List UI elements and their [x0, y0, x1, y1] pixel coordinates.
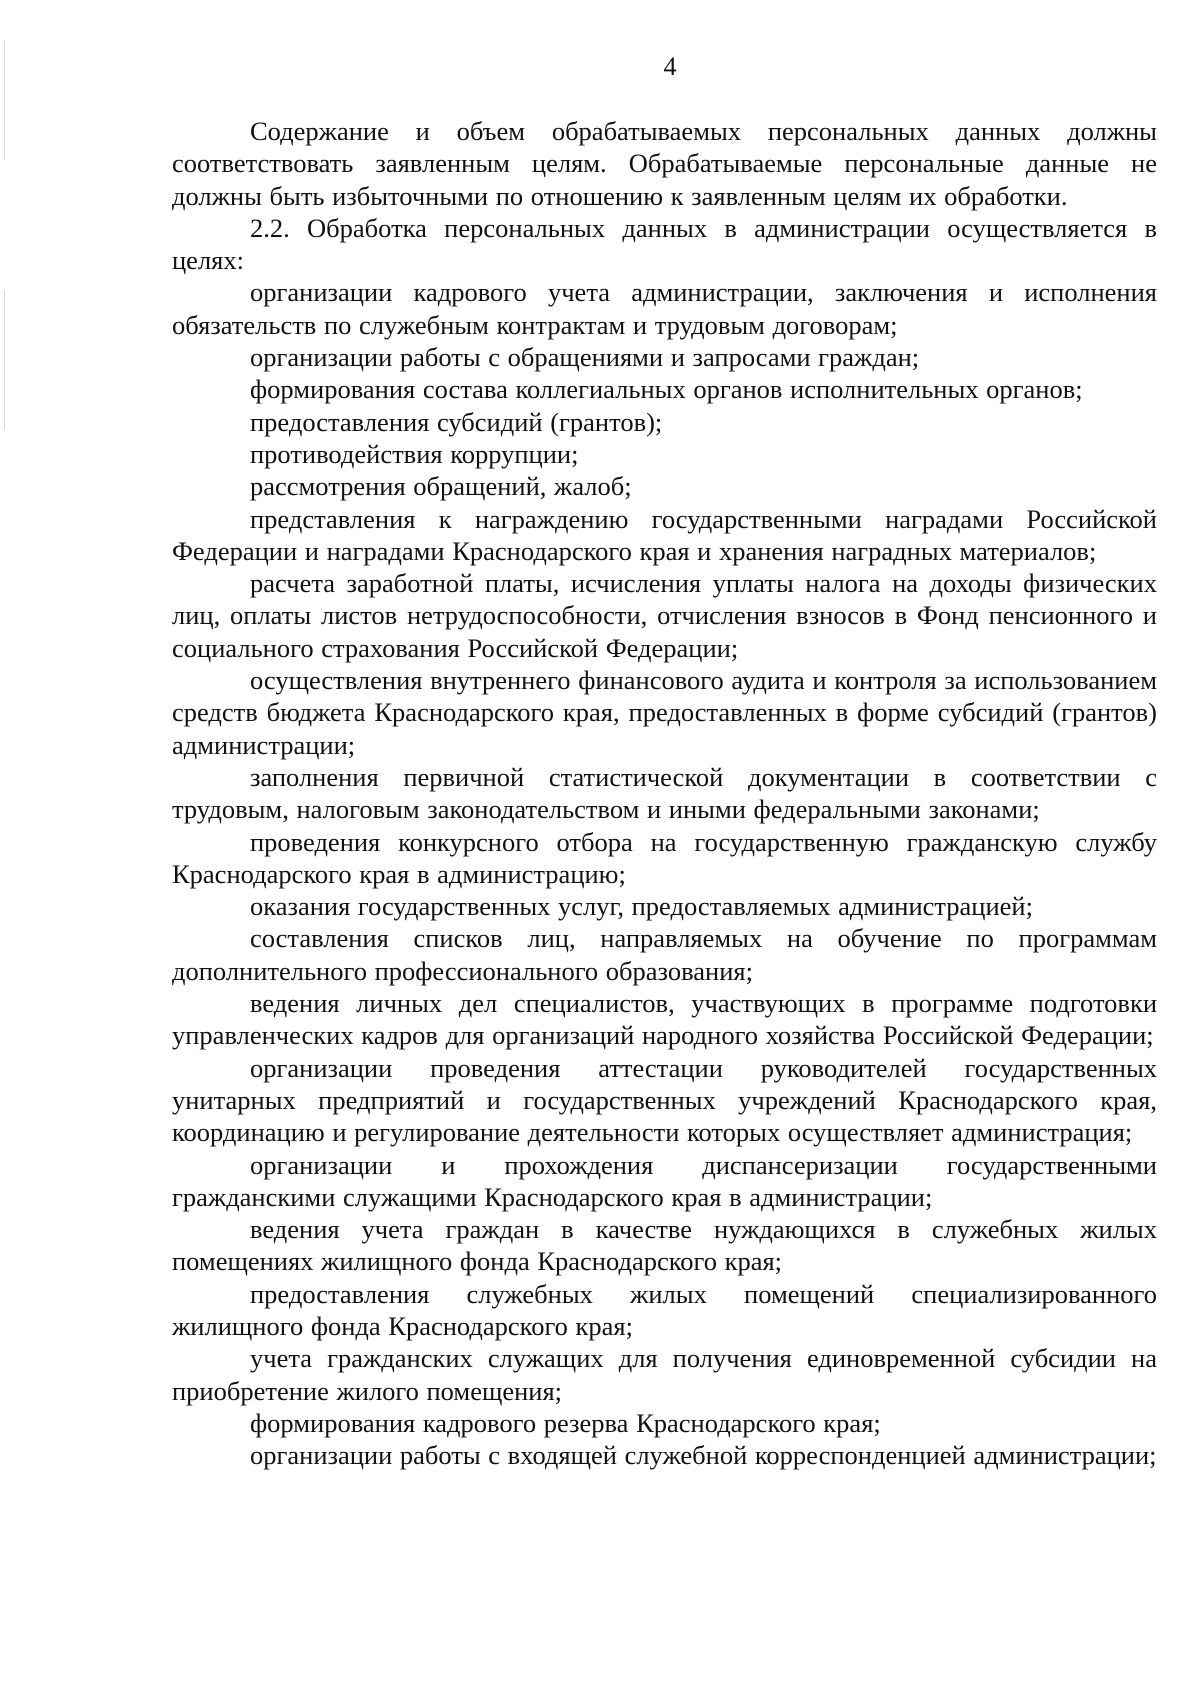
list-item: организации работы с обращениями и запросами граждан;	[250, 342, 920, 373]
document-body	[172, 115, 1157, 1471]
paragraph: Содержание и объем обрабатываемых персональных данных должны соответствовать заявленным целям. Обрабатываемые персональные данные не должны быть избыточными по отношению к заявленным целям их обработки.	[172, 116, 1157, 211]
list-item: расчета заработной платы, исчисления уплаты налога на доходы физических лиц, оплаты листов нетрудоспособности, отчисления взносов в Фонд пенсионного и социального страхования Российской Федерации;	[172, 568, 1157, 663]
paragraph: 2.2. Обработка персональных данных в администрации осуществляется в целях:	[172, 212, 1157, 276]
list-item: представления к награждению государственными наградами Российской Федерации и наградами Краснодарского края и хранения наградных материалов;	[172, 503, 1157, 566]
list-item: рассмотрения обращений, жалоб;	[250, 471, 632, 502]
list-item: предоставления служебных жилых помещений специализированного жилищного фонда Краснодарского края;	[172, 1278, 1157, 1341]
list-item: организации и прохождения диспансеризации государственными гражданскими служащими Краснодарского края в администрации;	[172, 1149, 1157, 1212]
list-item: организации кадрового учета администрации, заключения и исполнения обязательств по служебным контрактам и трудовым договорам;	[172, 277, 1157, 340]
list-item: учета гражданских служащих для получения единовременной субсидии на приобретение жилого помещения;	[172, 1343, 1157, 1406]
list-item: противодействия коррупции;	[250, 438, 579, 469]
list-item: организации работы с входящей служебной корреспонденцией администрации;	[250, 1440, 1157, 1471]
list-item: составления списков лиц, направляемых на обучение по программам дополнительного профессионального образования;	[172, 923, 1157, 986]
list-item: заполнения первичной статистической документации в соответствии с трудовым, налоговым законодательством и иными федеральными законами;	[172, 761, 1157, 825]
page-number: 4	[663, 52, 677, 81]
list-item: осуществления внутреннего финансового аудита и контроля за использованием средств бюджета Краснодарского края, предоставленных в форме субсидий (грантов) администрации;	[172, 665, 1157, 760]
scan-edge-mark	[4, 290, 5, 430]
list-item: предоставления субсидий (грантов);	[250, 406, 663, 437]
list-item: ведения личных дел специалистов, участвующих в программе подготовки управленческих кадров для организаций народного хозяйства Российской Федерации;	[172, 988, 1157, 1051]
list-item: организации проведения аттестации руководителей государственных унитарных предприятий и государственных учреждений Краснодарского края, координацию и регулирование деятельности которых осуществляет администрация;	[172, 1052, 1157, 1148]
list-item: оказания государственных услуг, предоставляемых администрацией;	[250, 891, 1033, 922]
list-item: ведения учета граждан в качестве нуждающихся в служебных жилых помещениях жилищного фонда Краснодарского края;	[172, 1214, 1157, 1277]
list-item: формирования состава коллегиальных органов исполнительных органов;	[250, 374, 1083, 405]
list-item: формирования кадрового резерва Краснодарского края;	[250, 1407, 881, 1438]
list-item: проведения конкурсного отбора на государственную гражданскую службу Краснодарского края в администрацию;	[172, 826, 1157, 889]
